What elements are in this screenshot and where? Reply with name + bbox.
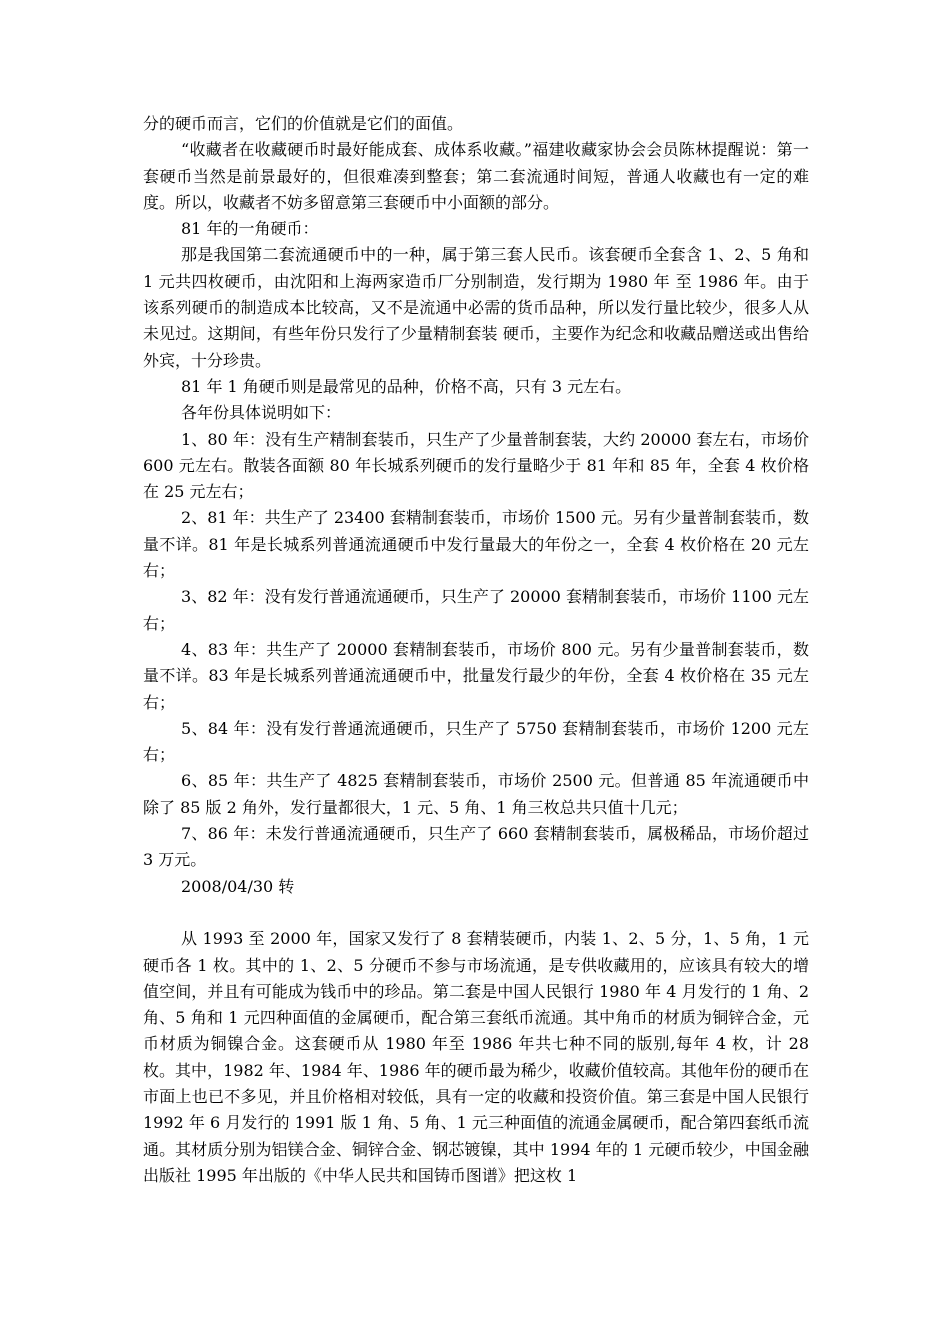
paragraph-81-price: 81 年 1 角硬币则是最常见的品种，价格不高，只有 3 元左右。 [181, 376, 632, 396]
section-heading-81-jiao: 81 年的一角硬币： [181, 219, 319, 239]
document-body [143, 111, 809, 1189]
paragraph-collector-advice: “收藏者在收藏硬币时最好能成套、成体系收藏。”福建收藏家协会会员陈林提醒说：第一套硬币当然是前景最好的，但很难凑到整套；第二套流通时间短，普通人收藏也有一定的难度。所以，收藏者不妨多留意第三套硬币中小面额的部分。 [143, 140, 809, 212]
paragraph-series-intro: 那是我国第二套流通硬币中的一种，属于第三套人民币。该套硬币全套含 1、2、5 角和 1 元共四枚硬币，由沈阳和上海两家造币厂分别制造，发行期为 1980 年 至 1986 年。由于该系列硬币的制造成本比较高，又不是流通中必需的货币品种，所以发行量比较少，很多人从未见过。这期间，有些年份只发行了少量精制套装 硬币，主要作为纪念和收藏品赠送或出售给外宾，十分珍贵。 [143, 245, 809, 370]
list-item-year-80: 1、80 年：没有生产精制套装币，只生产了少量普制套装，大约 20000 套左右，市场价 600 元左右。散装各面额 80 年长城系列硬币的发行量略少于 81 年和 85 年，全套 4 枚价格在 25 元左右； [143, 429, 809, 502]
list-item-year-84: 5、84 年：没有发行普通流通硬币，只生产了 5750 套精制套装币，市场价 1200 元左右； [143, 718, 809, 765]
list-item-year-85: 6、85 年：共生产了 4825 套精制套装币，市场价 2500 元。但普通 85 年流通硬币中除了 85 版 2 角外，发行量都很大，1 元、5 角、1 角三枚总共只值十几元； [143, 771, 809, 817]
list-item-year-86: 7、86 年：未发行普通流通硬币，只生产了 660 套精制套装币，属极稀品，市场价超过 3 万元。 [143, 824, 809, 870]
paragraph-year-list-intro: 各年份具体说明如下： [181, 403, 342, 423]
paragraph-coin-sets-history: 从 1993 至 2000 年，国家又发行了 8 套精装硬币，内装 1、2、5 分，1、5 角，1 元硬币各 1 枚。其中的 1、2、5 分硬币不参与市场流通，是专供收藏用的，应该具有较大的增值空间，并且有可能成为钱币中的珍品。第二套是中国人民银行 1980 年 4 月发行的 1 角、2 角、5 角和 1 元四种面值的金属硬币，配合第三套纸币流通。其中角币的材质为铜锌合金，元币材质为铜镍合金。这套硬币从 1980 年至 1986 年共七种不同的版别,每年 4 枚，计 28 枚。其中，1982 年、1984 年、1986 年的硬币最为稀少，收藏价值较高。其他年份的硬币在市面上也已不多见，并且价格相对较低，具有一定的收藏和投资价值。第三套是中国人民银行 1992 年 6 月发行的 1991 版 1 角、5 角、1 元三种面值的流通金属硬币，配合第四套纸币流通。其材质分别为铝镁合金、铜锌合金、钢芯镀镍，其中 1994 年的 1 元硬币较少，中国金融出版社 1995 年出版的《中华人民共和国铸币图谱》把这枚 1 [143, 929, 809, 1185]
date-note: 2008/04/30 转 [181, 876, 295, 896]
list-item-year-81: 2、81 年：共生产了 23400 套精制套装币，市场价 1500 元。另有少量普制套装币，数量不详。81 年是长城系列普通流通硬币中发行量最大的年份之一，全套 4 枚价格在 20 元左右； [143, 508, 809, 581]
paragraph-continuation: 分的硬币而言，它们的价值就是它们的面值。 [143, 114, 464, 133]
list-item-year-82: 3、82 年：没有发行普通流通硬币，只生产了 20000 套精制套装币，市场价 1100 元左右； [143, 587, 809, 633]
blank-line [143, 900, 809, 926]
list-item-year-83: 4、83 年：共生产了 20000 套精制套装币，市场价 800 元。另有少量普制套装币，数量不详。83 年是长城系列普通流通硬币中，批量发行最少的年份，全套 4 枚价格在 35 元左右； [143, 639, 809, 712]
